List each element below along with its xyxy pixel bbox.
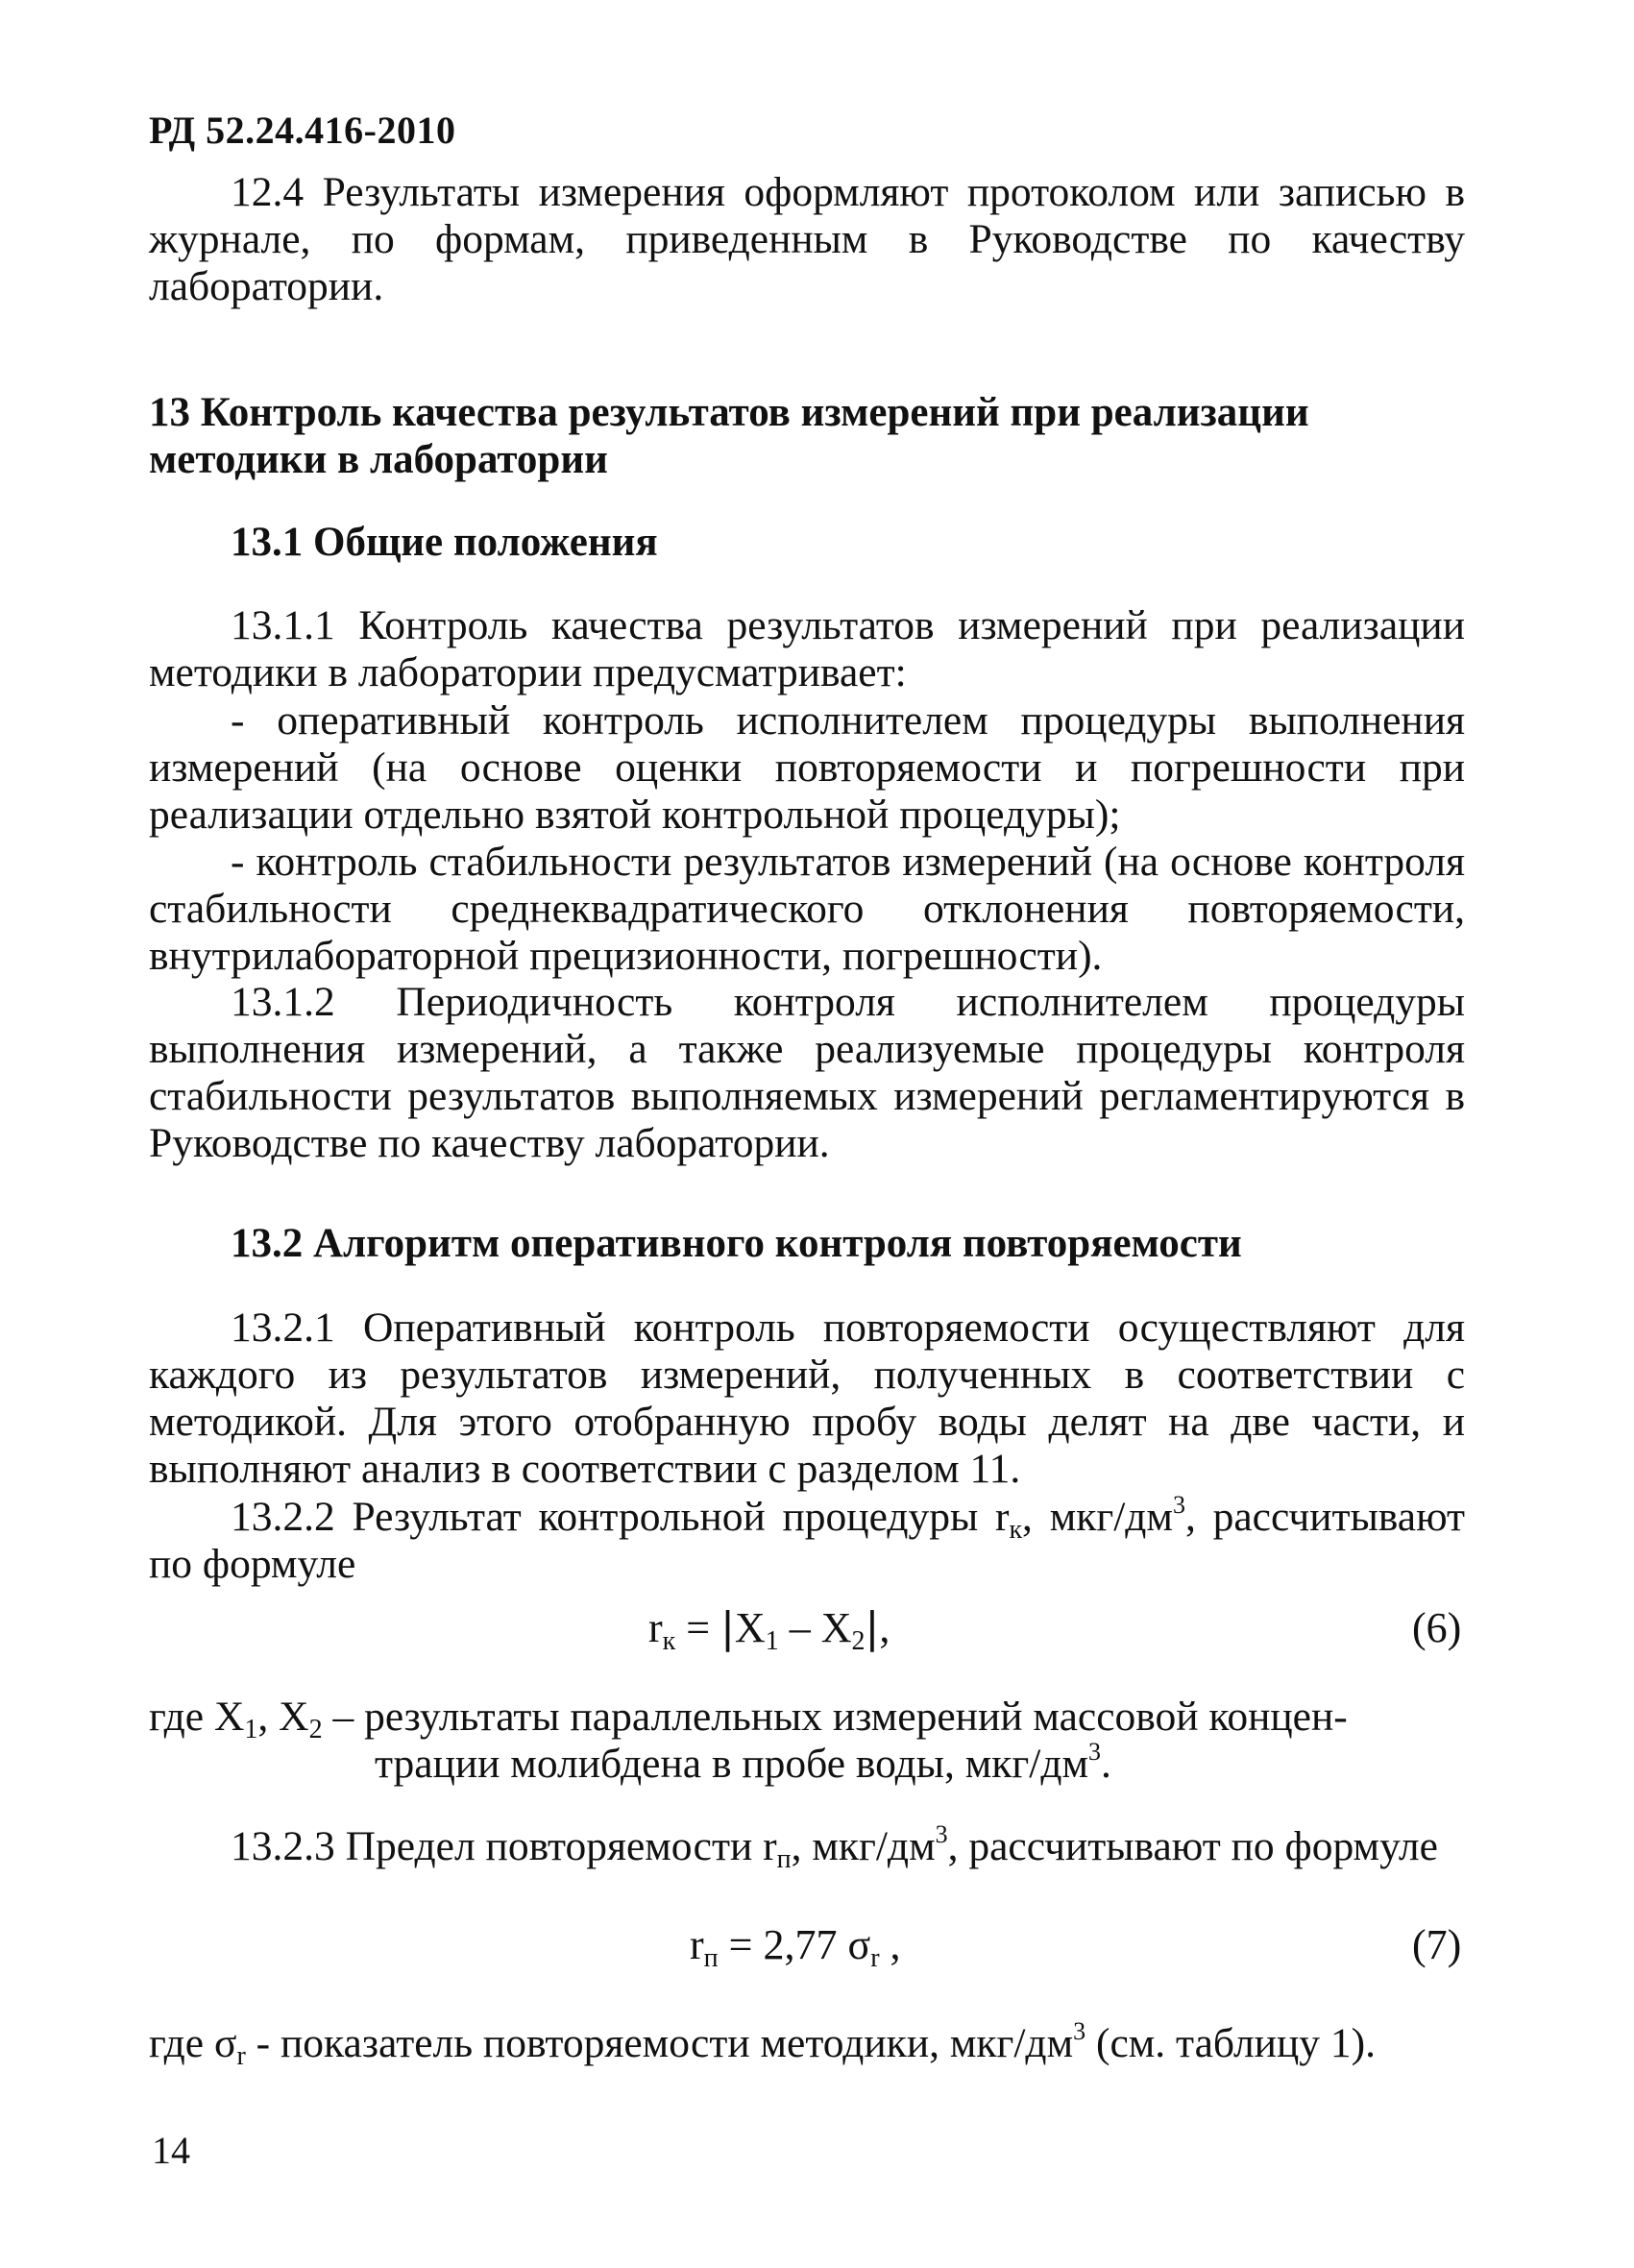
where-clause-7: где $\sigma_r$ - показатель повторяемости методики, мкг/$дм^3$ (см. таблицу 1). [149, 2017, 1376, 2071]
page-number: 14 [152, 2129, 190, 2172]
paragraph-12-4: 12.4 Результаты измерения оформляют протоколом или записью в журнале, по формам, приведенным в Руководстве по качеству лаборатории. [149, 169, 1465, 309]
where-clause-6: где $X_1$, $X_2$ – результаты параллельных измерений массовой концен- трации молибдена в пробе воды, мкг/$дм^3$. [149, 1694, 1348, 1787]
list-item-stability-control: - контроль стабильности результатов измерений (на основе контроля стабильности среднеквадратического отклонения повторяемости, внутрилабораторной прецизионности, погрешности). [149, 839, 1465, 979]
paragraph-13-1-1: 13.1.1 Контроль качества результатов измерений при реализации методики в лаборатории предусматривает: [149, 602, 1465, 695]
equation-number-6: (6) [1412, 1604, 1462, 1651]
list-item-operative-control: - оперативный контроль исполнителем процедуры выполнения измерений (на основе оценки повторяемости и погрешности при реализации отдельно взятой контрольной процедуры); [149, 697, 1465, 838]
formula-6: $r_к = |X_1 - X_2|$, [648, 1603, 890, 1656]
formula-7: $r_п = 2,77$ $\sigma_r$ , [690, 1921, 901, 1973]
equation-number-7: (7) [1412, 1921, 1462, 1968]
section-13-2-heading: 13.2 Алгоритм оперативного контроля повторяемости [231, 1221, 1242, 1266]
section-13-1-heading: 13.1 Общие положения [231, 520, 658, 565]
paragraph-13-2-1: 13.2.1 Оперативный контроль повторяемости осуществляют для каждого из результатов измерений, полученных в соответствии с методикой. Для этого отобранную пробу воды делят на две части, и выполняют анализ в соответствии с разделом 11. [149, 1305, 1465, 1492]
document-code: РД 52.24.416-2010 [149, 109, 456, 152]
paragraph-13-1-2: 13.1.2 Периодичность контроля исполнителем процедуры выполнения измерений, а также реализуемые процедуры контроля стабильности результатов выполняемых измерений регламентируются в Руководстве по качеству лаборатории. [149, 979, 1465, 1166]
paragraph-13-2-2: 13.2.2 Результат контрольной процедуры $r_к$, мкг/$дм^3$, рассчитывают по формуле [149, 1491, 1466, 1587]
section-13-heading: 13 Контроль качества результатов измерений при реализации методики в лаборатории [149, 390, 1309, 482]
paragraph-13-2-3: 13.2.3 Предел повторяемости $r_п$, мкг/$дм^3$, рассчитывают по формуле [231, 1820, 1438, 1874]
